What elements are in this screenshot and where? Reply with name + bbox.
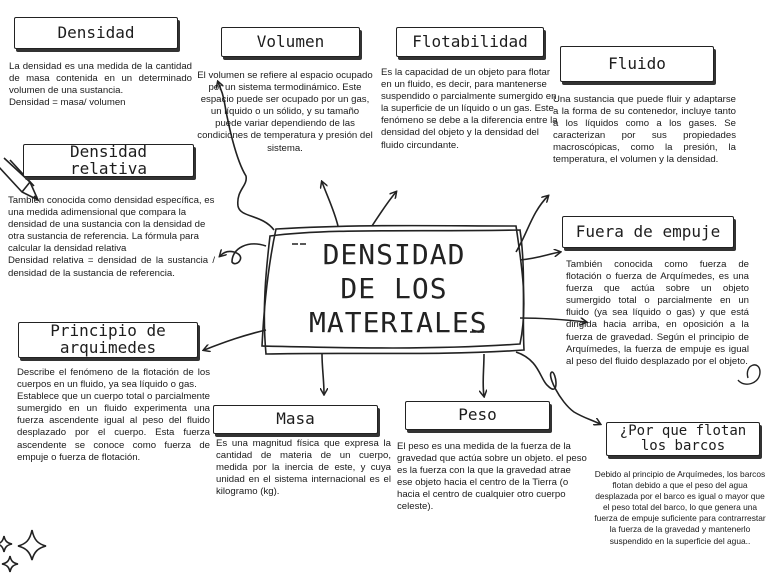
arrow-to-masa — [322, 354, 324, 394]
principio-title: Principio de arquimedes — [50, 321, 166, 357]
densidad-text-2: Densidad = masa/ volumen — [9, 97, 126, 109]
por-que-title: ¿Por que flotan los barcos — [619, 423, 747, 454]
principio-text-1: Describe el fenómeno de la flotación de los cuerpos en un fluido, ya sea líquido o gas. — [17, 367, 210, 391]
por-que-label — [606, 422, 760, 456]
principio-text-2: Establece que un cuerpo total o parcialmente sumergido en un fluido experimenta una fuerza ascendente igual al peso del fluido desplazado por el cuerpo. Esta fuerza ascendente se conoce como fuerza de empuje o fuerza de flotación. — [17, 391, 210, 463]
por-que-text: Debido al principio de Arquímedes, los barcos flotan debido a que el peso del agua desplazada por el barco es igual o mayor que el peso total del barco, lo que genera una fuerza de empuje suficiente para contrarrestar la fuerza de la gravedad y mantenerlo suspendido en la superficie del agua.. — [594, 469, 766, 546]
central-title: DENSIDAD DE LOS MATERIALES — [309, 238, 488, 339]
fluido-text: Una sustancia que puede fluir y adaptarse a la forma de su contenedor, incluye tanto a los líquidos como a los gases. Se caracterizan por sus propiedades macroscópicas, como la presión, la temperatura, el volumen y la densidad. — [553, 94, 736, 166]
flotabilidad-title: Flotabilidad — [412, 31, 528, 51]
densidad-relativa-text-2: Densidad relativa = densidad de la sustancia / densidad de la sustancia de referencia. — [8, 255, 215, 279]
arrow-to-principio — [204, 330, 266, 350]
densidad-relativa-text — [8, 195, 215, 280]
densidad-title: Densidad — [57, 22, 135, 42]
fuerza-empuje-title: Fuera de empuje — [575, 221, 721, 241]
densidad-label — [14, 17, 178, 49]
arrow-to-flotabilidad — [372, 192, 396, 226]
arrow-to-densidad-relativa — [220, 244, 266, 264]
principio-text — [17, 367, 210, 464]
volumen-label — [221, 27, 360, 57]
densidad-relativa-label — [23, 141, 194, 178]
fluido-label — [560, 46, 714, 82]
fuerza-empuje-text: También conocida como fuerza de flotación o fuerza de Arquímedes, es una fuerza que actúa sobre un objeto sumergido total o parcialmente en un fluido (ya sea líquido o gas) y que está dirigida hacia arriba, en oposición a la fuerza de gravedad. Según el principio de Arquímedes, la fuerza de empuje es igual al peso del fluido desplazado por el objeto. — [566, 259, 749, 367]
central-node — [263, 225, 525, 353]
masa-title: Masa — [276, 409, 315, 429]
peso-title: Peso — [458, 405, 497, 425]
sparkle-icon — [0, 530, 46, 572]
arrow-to-volumen — [322, 182, 338, 226]
masa-label — [213, 405, 378, 434]
peso-text: El peso es una medida de la fuerza de la gravedad que actúa sobre un objeto. el peso es la fuerza con la que la gravedad atrae ese objeto hacia el centro de la Tierra (o hacia el centro de cualquier otro cuerpo celeste). — [397, 441, 587, 513]
densidad-relativa-text-1: También conocida como densidad específica, es una medida adimensional que compara la densidad de una sustancia con la densidad de otra sustancia de referencia. La fórmula para calcular la densidad relativa — [8, 195, 215, 255]
densidad-text-1: La densidad es una medida de la cantidad de masa contenida en un determinado volumen de una sustancia. — [9, 61, 192, 97]
principio-label — [18, 322, 198, 358]
arrow-to-fuerza — [520, 252, 560, 260]
densidad-relativa-title: Densidad relativa — [69, 141, 148, 178]
masa-text: Es una magnitud física que expresa la cantidad de materia de un cuerpo, medida por la inercia de este, y cuya unidad en el sistema internacional es el kilogramo (kg). — [216, 438, 391, 498]
flotabilidad-text: Es la capacidad de un objeto para flotar en un fluido, es decir, para mantenerse suspendido o parcialmente sumergido en la superficie de un líquido o un gas. Este fenómeno se debe a la diferencia entre la densidad del objeto y la densidad del fluido circundante. — [381, 67, 558, 151]
peso-label — [405, 401, 550, 430]
volumen-title: Volumen — [256, 31, 325, 51]
fuerza-empuje-label — [562, 216, 734, 248]
fluido-title: Fluido — [608, 53, 666, 73]
flotabilidad-label — [396, 27, 544, 57]
volumen-text: El volumen se refiere al espacio ocupado por un sistema termodinámico. Este espacio puede ser ocupado por un gas, un líquido o un sólido, y su tamaño puede variar dependiendo de las condiciones de temperatura y presión del sistema. — [197, 70, 373, 154]
densidad-text — [9, 61, 192, 109]
arrow-to-peso — [483, 354, 484, 396]
